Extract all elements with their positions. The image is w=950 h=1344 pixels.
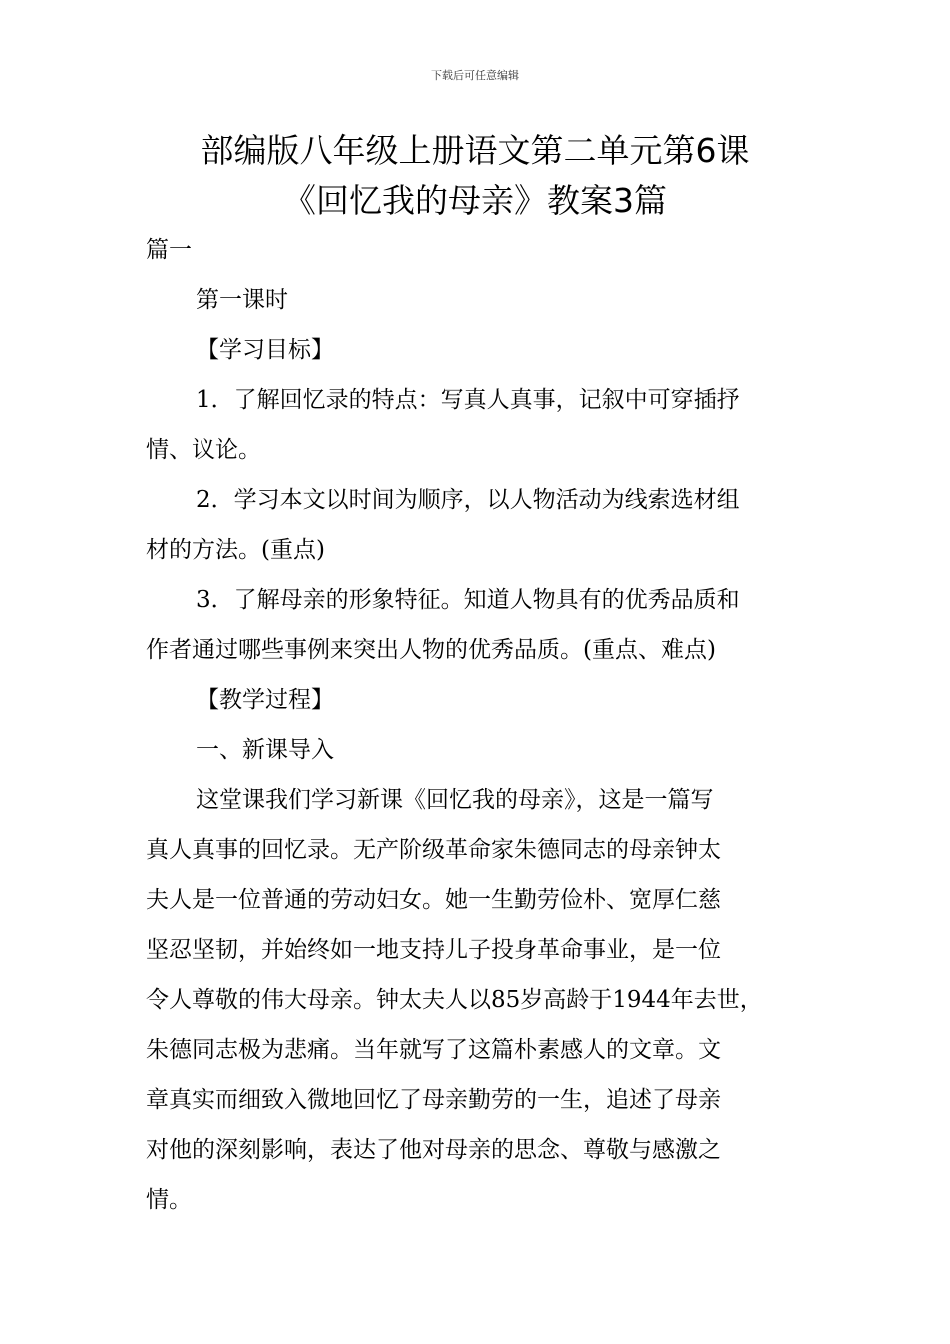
subheading-process: 【教学过程】 <box>196 687 334 713</box>
subheading-objectives: 【学习目标】 <box>196 337 334 363</box>
paragraph-line: 真人真事的回忆录。无产阶级革命家朱德同志的母亲钟太 <box>146 837 721 863</box>
paragraph-line: 材的方法。(重点) <box>146 537 325 563</box>
paragraph-line: 作者通过哪些事例来突出人物的优秀品质。(重点、难点) <box>146 637 716 663</box>
paragraph-line: 对他的深刻影响，表达了他对母亲的思念、尊敬与感激之 <box>146 1137 721 1163</box>
paragraph-line: 2．学习本文以时间为顺序，以人物活动为线索选材组 <box>196 487 740 513</box>
paragraph-line: 情、议论。 <box>146 437 261 463</box>
paragraph-line: 坚忍坚韧，并始终如一地支持儿子投身革命事业，是一位 <box>146 937 721 963</box>
paragraph-line: 朱德同志极为悲痛。当年就写了这篇朴素感人的文章。文 <box>146 1037 721 1063</box>
lesson-period: 第一课时 <box>196 287 288 313</box>
paragraph-line: 令人尊敬的伟大母亲。钟太夫人以85岁高龄于1944年去世， <box>146 987 763 1013</box>
document-title-line-1: 部编版八年级上册语文第二单元第6课 <box>200 131 750 170</box>
paragraph-line: 3．了解母亲的形象特征。知道人物具有的优秀品质和 <box>196 587 740 613</box>
subheading-intro: 一、新课导入 <box>196 737 334 763</box>
paragraph-line: 夫人是一位普通的劳动妇女。她一生勤劳俭朴、宽厚仁慈 <box>146 887 721 913</box>
download-note: 下载后可任意编辑 <box>431 69 519 82</box>
section-heading: 篇一 <box>146 237 192 263</box>
paragraph-line: 章真实而细致入微地回忆了母亲勤劳的一生，追述了母亲 <box>146 1087 721 1113</box>
paragraph-line: 1．了解回忆录的特点：写真人真事，记叙中可穿插抒 <box>196 387 740 413</box>
document-title-line-2: 《回忆我的母亲》教案3篇 <box>283 181 667 220</box>
paragraph-line: 情。 <box>146 1187 192 1213</box>
paragraph-line: 这堂课我们学习新课《回忆我的母亲》，这是一篇写 <box>196 787 714 813</box>
